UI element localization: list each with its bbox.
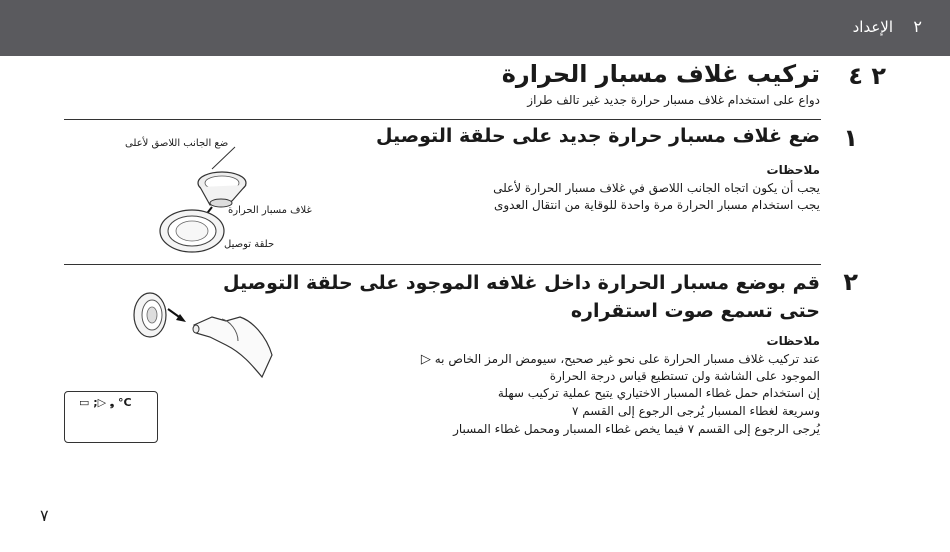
step-2-note-5: يُرجى الرجوع إلى القسم ٧ فيما يخص غطاء المسبار ومحمل غطاء المسبار xyxy=(453,422,820,436)
step-2-note-1-text: عند تركيب غلاف مسبار الحرارة على نحو غير صحيح، سيومض الرمز الخاص به xyxy=(434,352,820,366)
step-2-notes-label: ملاحظات xyxy=(766,334,820,348)
chapter-header-bar xyxy=(0,0,950,56)
chapter-number: ٢ xyxy=(913,17,922,36)
display-readout: ▭ ;▷ ❟ °C xyxy=(79,396,132,409)
section-divider-2 xyxy=(64,264,821,265)
section-subtitle: دواع على استخدام غلاف مسبار حرارة جديد غير تالف طراز xyxy=(527,93,820,107)
step-2-number: ٢ xyxy=(843,268,858,296)
page-number: ٧ xyxy=(40,506,49,525)
step-2-title-line-1: قم بوضع مسبار الحرارة داخل غلافه الموجود على حلقة التوصيل xyxy=(223,272,820,294)
caption-sticky-side: ضع الجانب اللاصق لأعلى xyxy=(125,138,229,149)
section-number: ٢ ٤ xyxy=(848,62,886,90)
step-1-note-2: يجب استخدام مسبار الحرارة مرة واحدة للوقاية من انتقال العدوى xyxy=(493,198,820,212)
step-1-notes-label: ملاحظات xyxy=(766,163,820,177)
caption-probe-cover: غلاف مسبار الحرارة xyxy=(228,205,312,216)
section-divider-1 xyxy=(64,119,821,120)
caption-connection-ring: حلقة توصيل xyxy=(224,239,275,250)
step-2-note-1 xyxy=(421,351,820,368)
step-2-note-2: الموجود على الشاشة ولن تستطيع قياس درجة الحرارة xyxy=(549,369,820,383)
step-2-note-4: وسريعة لغطاء المسبار يُرجى الرجوع إلى القسم ٧ xyxy=(572,404,820,418)
step-1-number: ١ xyxy=(843,124,858,152)
section-title: تركيب غلاف مسبار الحرارة xyxy=(501,60,820,88)
step-1-note-1: يجب أن يكون اتجاه الجانب اللاصق في غلاف مسبار الحرارة لأعلى xyxy=(493,181,820,195)
step-2-note-3: إن استخدام حمل غطاء المسبار الاختياري يتيح عملية تركيب سهلة xyxy=(497,386,820,400)
chapter-title: الإعداد xyxy=(852,18,893,36)
step-2-title-line-2: حتى تسمع صوت استقراره xyxy=(570,300,820,322)
step-1-title: ضع غلاف مسبار حرارة جديد على حلقة التوصيل xyxy=(376,125,820,147)
probe-cover-warning-icon: ▷ xyxy=(420,352,431,367)
thermometer-display xyxy=(64,391,158,443)
thermometer-insertion-illustration xyxy=(122,285,282,380)
